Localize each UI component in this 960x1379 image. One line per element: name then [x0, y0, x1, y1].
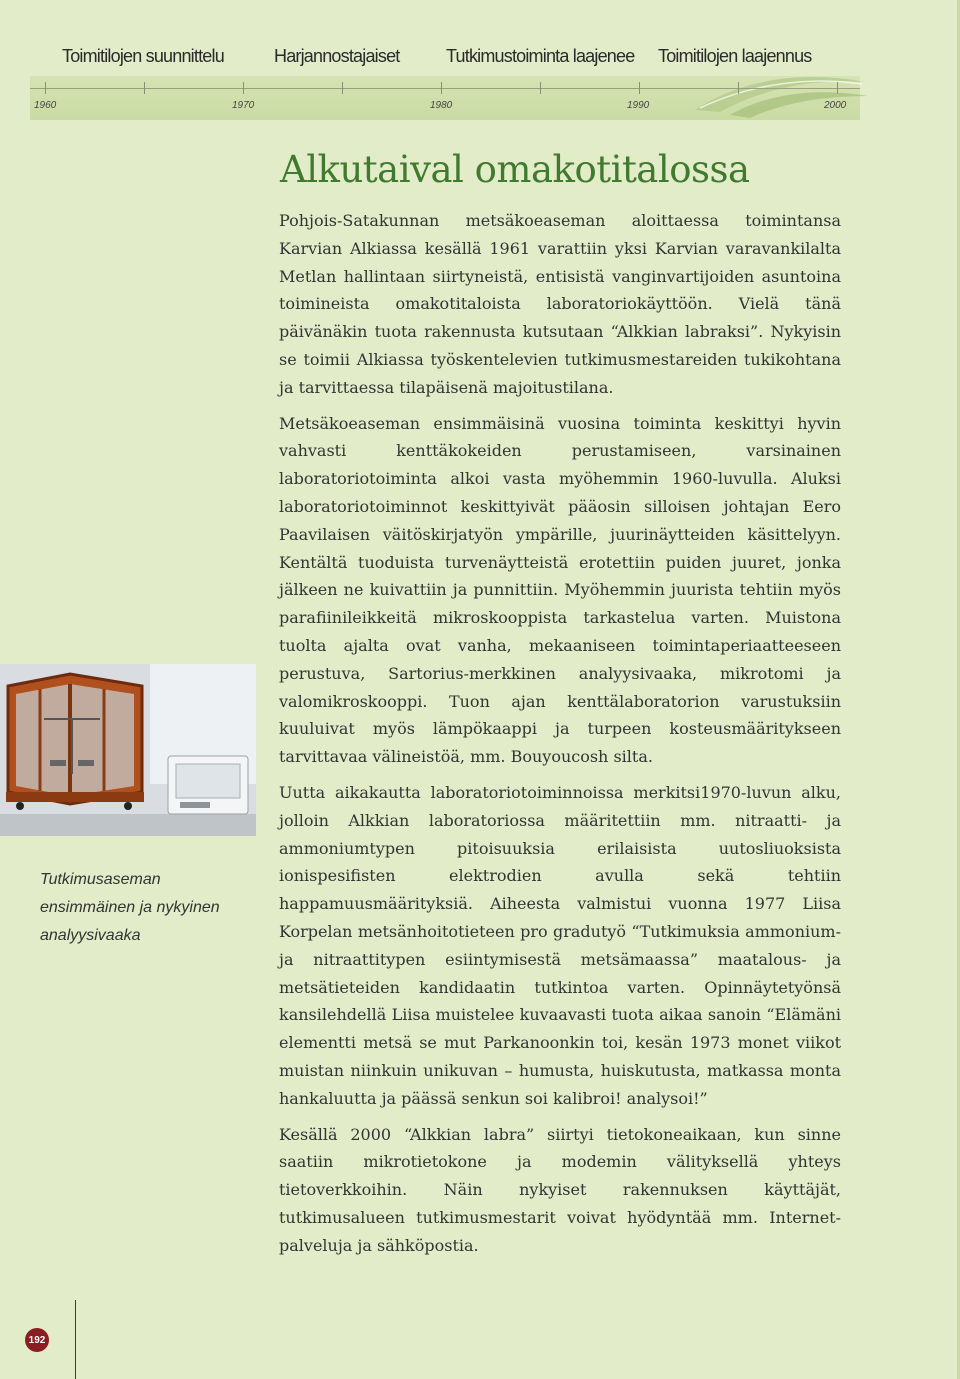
timeline-tick — [738, 82, 739, 94]
phase-label-topping-out: Harjannostajaiset — [274, 46, 400, 66]
timeline-tick — [144, 82, 145, 94]
phase-label-planning: Toimitilojen suunnittelu — [62, 46, 224, 66]
timeline-tick — [45, 82, 46, 94]
leaf-swoosh-decoration — [690, 70, 870, 120]
article-paragraph: Pohjois-Satakunnan metsäkoeaseman aloittaessa toimintansa Karvian Alkiassa kesällä 1961 varattiin yksi Karvian varavankilalta Metlan hallintaan siirtyneistä, entisistä vanginvartijoiden asuntoina toimineista omakotitaloista laboratoriokäyttöön. Vielä tänä päivänäkin tuota rakennusta kutsutaan “Alkkian labraksi”. Nykyisin se toimii Alkiassa työskentelevien tutkimusmestareiden tukikohtana ja tarvittaessa tilapäisenä majoitustilana. — [279, 211, 841, 397]
photo-caption: Tutkimusaseman ensimmäinen ja nykyinen analyysivaaka — [40, 871, 220, 944]
article-paragraph: Metsäkoeaseman ensimmäisinä vuosina toiminta keskittyi hyvin vahvasti kenttäkokeiden perustamiseen, varsinainen laboratoriotoiminta alkoi vasta myöhemmin 1960-luvulla. Aluksi laboratoriotoiminnot keskittyivät pääosin silloisen johtajan Eero Paavilaisen väitöskirjatyön ympärille, juurinäytteiden käsittelyyn. Kentältä tuoduista turvenäytteistä erotettiin puiden juuret, jonka jälkeen ne kuivattiin ja punnittiin. Myöhemmin juurista tehtiin myös parafiinileikkeitä mikroskooppista tarkastelua varten. Muistona tuolta ajalta ovat vanha, mekaaniseen toimintaperiaatteeseen perustuva, Sartorius-merkkinen analyysivaaka, mikrotomi ja valomikroskooppi. Tuon ajan kenttälaboratorion varustuksiin kuuluivat myös lämpökaappi ja turpeen kosteusmääritykseen tarvittavaa välineistöä, mm. Bouyoucosh silta. — [279, 413, 841, 767]
timeline-tick — [639, 82, 640, 94]
analytical-balance-photo — [0, 664, 256, 836]
timeline-tick — [540, 82, 541, 94]
timeline-tick — [243, 82, 244, 94]
timeline-year-1980: 1980 — [430, 100, 453, 111]
article-paragraph: Kesällä 2000 “Alkkian labra” siirtyi tietokoneaikaan, kun sinne saatiin mikrotietokone ja modemin välityksellä yhteys tietoverkkoihin. Näin nykyiset rakennuksen käyttäjät, tutkimusalueen tutkimusmestarit voivat hyödyntää mm. Internet-palveluja ja sähköpostia. — [279, 1124, 841, 1255]
phase-label-research-expands: Tutkimustoiminta laajenee — [446, 46, 635, 66]
analytical-balance-illustration — [0, 664, 256, 836]
timeline-year-1970: 1970 — [232, 100, 255, 111]
phase-label-expansion: Toimitilojen laajennus — [658, 46, 812, 66]
timeline-year-1990: 1990 — [627, 100, 650, 111]
article-body — [279, 207, 841, 1267]
timeline-year-2000: 2000 — [824, 100, 847, 111]
timeline-phase-labels — [60, 46, 880, 72]
timeline-tick — [342, 82, 343, 94]
timeline-axis — [30, 88, 860, 89]
timeline-tick — [837, 82, 838, 94]
footer-rule — [75, 1300, 76, 1379]
article-title: Alkutaival omakotitalossa — [280, 148, 750, 191]
page-number-badge: 192 — [25, 1328, 49, 1352]
timeline-year-1960: 1960 — [34, 100, 57, 111]
article-paragraph: Uutta aikakautta laboratoriotoiminnoissa merkitsi1970-luvun alku, jolloin Alkkian laboratoriossa määritettiin mm. nitraatti- ja ammoniumtypen pitoisuuksia erilaisista uutosliuoksista ionispesifisten elektrodien avulla sekä tehtiin happamuusmäärityksiä. Aiheesta valmistui vuonna 1977 Liisa Korpelan metsänhoitotieteen pro gradutyö “Tutkimuksia ammonium- ja nitraattitypen esiintymisestä metsämaassa” maatalous- ja metsätieteiden kandidaatin tutkintoa varten. Opinnäytetyönsä kansilehdellä Liisa muistelee kuvaavasti tuota aikaa sanoin “Elämäni elementti metsä se mut Parkanoonkin toi, kesän 1973 monet viikot muistan niinkuin unikuvan – humusta, huiskutusta, matkassa monta hankaluutta ja päässä senkun soi kalibroi! analysoi!” — [279, 782, 841, 1108]
timeline-tick — [441, 82, 442, 94]
